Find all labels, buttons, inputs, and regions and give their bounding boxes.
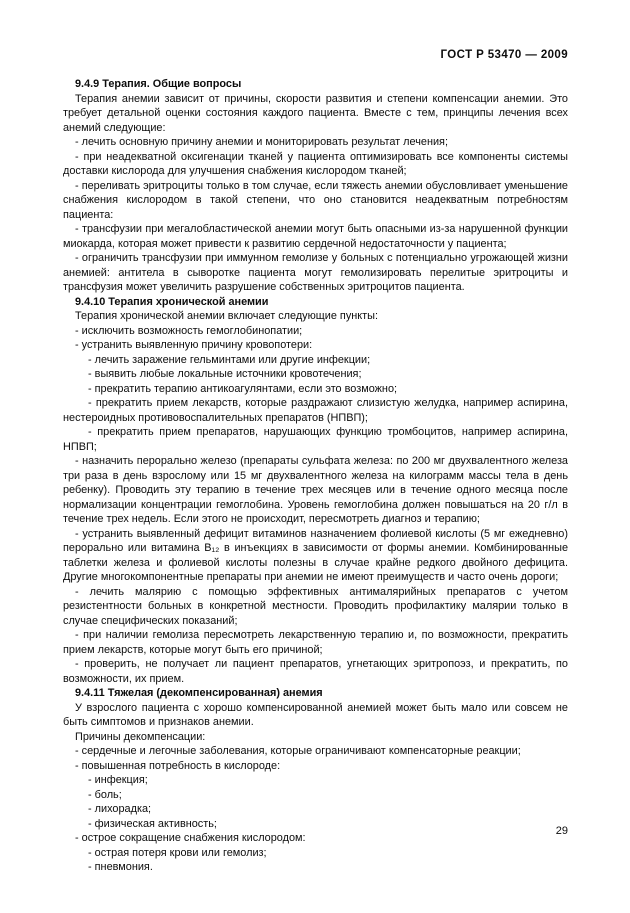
page-number: 29 [555,825,568,837]
section-heading: 9.4.11 Тяжелая (декомпенсированная) анемия [75,687,323,699]
list-item: - прекратить прием препаратов, нарушающих функцию тромбоцитов, например аспирина, НПВП; [63,426,568,453]
section-heading: 9.4.9 Терапия. Общие вопросы [75,78,242,90]
paragraph: Терапия хронической анемии включает следующие пункты: [75,310,379,322]
list-item: - переливать эритроциты только в том случае, если тяжесть анемии обусловливает уменьшение снабжения кислородом в такой степени, что оно становится неадекватным потребностям пациента: [63,179,568,221]
list-item: - лечить основную причину анемии и мониторировать результат лечения; [75,136,448,148]
list-item: - прекратить терапию антикоагулянтами, если это возможно; [88,382,398,395]
paragraph: Терапия анемии зависит от причины, скорости развития и степени компенсации анемии. Это требует детальной оценки состояния каждого пациента. Вместе с тем, принципы лечения всех анемий следующие: [63,92,568,134]
list-item: - ограничить трансфузии при иммунном гемолизе у больных с потенциально угрожающей жизни анемией: антитела в сыворотке пациента могут гемолизировать перелитые эритроциты и трансфузия может увеличить разрушение собственных эритроцитов пациента. [63,252,568,293]
list-item: - повышенная потребность в кислороде: [75,759,281,772]
list-item: - назначить перорально железо (препараты сульфата железа: по 200 мг двухвалентного железа три раза в день взрослому или 15 мг двухвалентного железа на килограмм массы тела в день ребенку). Проводить эту терапию в течение трех месяцев или в течение одного месяца после нормализации концентрации гемоглобина. Уровень гемоглобина должен повышаться на 20 г/л в течение трех недель. Если этого не происходит, пересмотреть диагноз и терапию; [63,455,568,525]
list-item: - лечить малярию с помощью эффективных антималярийных препаратов с учетом резистентности больных в конкретной местности. Проводить профилактику малярии только в случае специфических показаний; [63,585,568,627]
list-item: - при наличии гемолиза пересмотреть лекарственную терапию и, по возможности, прекратить прием лекарств, которые могут быть его причиной; [63,629,568,656]
list-item: - трансфузии при мегалобластической анемии могут быть опасными из-за нарушенной функции миокарда, которая может привести к развитию сердечной недостаточности у пациента; [63,223,568,250]
list-item: - физическая активность; [88,817,217,830]
document-body [63,77,568,875]
list-item: - сердечные и легочные заболевания, которые ограничивают компенсаторные реакции; [75,745,521,757]
paragraph: У взрослого пациента с хорошо компенсированной анемией может быть мало или совсем не быть симптомов и признаков анемии. [63,701,568,728]
list-item: - устранить выявленный дефицит витаминов назначением фолиевой кислоты (5 мг ежедневно) перорально или витамина В₁₂ в инъекциях в зависимости от формы анемии. Комбинированные таблетки железа и фолиевой кислоты полезны в случае крайне редкого двойного дефицита. Другие многокомпонентные препараты при анемии не имеют преимуществ и часто очень дороги; [63,527,568,583]
section-heading: 9.4.10 Терапия хронической анемии [75,295,269,308]
list-item: - острая потеря крови или гемолиз; [88,846,267,859]
list-item: - пневмония. [88,861,153,873]
list-item: - выявить любые локальные источники кровотечения; [88,368,362,380]
list-item: - острое сокращение снабжения кислородом: [75,832,306,844]
list-item: - проверить, не получает ли пациент препаратов, угнетающих эритропоэз, и прекратить, по возможности, их прием. [63,658,568,685]
page-footer [556,825,568,837]
list-item: - лечить заражение гельминтами или другие инфекции; [88,353,371,366]
list-item: - лихорадка; [88,803,152,815]
list-item: - исключить возможность гемоглобинопатии; [75,324,303,337]
list-item: - боль; [88,788,122,801]
list-item: - инфекция; [88,774,148,786]
list-item: - устранить выявленную причину кровопотери: [75,339,313,351]
list-item: - при неадекватной оксигенации тканей у пациента оптимизировать все компоненты системы доставки кислорода для улучшения снабжения кислородом тканей; [63,150,568,177]
standard-code: ГОСТ Р 53470 — 2009 [440,49,568,61]
paragraph: Причины декомпенсации: [75,730,206,743]
page-header [63,49,568,61]
list-item: - прекратить прием лекарств, которые раздражают слизистую желудка, например аспирина, нестероидных противовоспалительных препаратов (НПВП); [63,397,568,424]
